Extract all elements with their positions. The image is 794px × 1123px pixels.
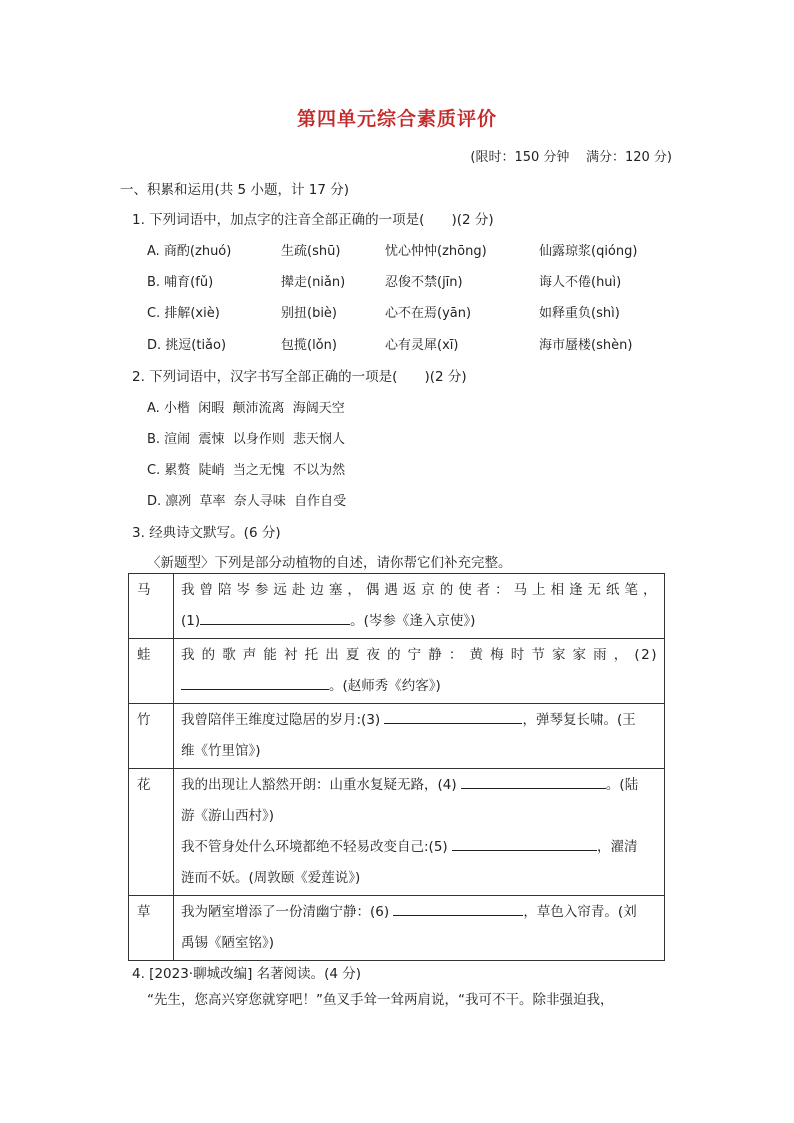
table-row [129, 639, 665, 704]
row-line: 。(赵师秀《约客》) [181, 671, 658, 702]
row-line: 我不管身处什么环境都绝不轻易改变自己:(5) ，濯清 [181, 832, 658, 863]
q1-a-2: 生疏(shū) [281, 244, 341, 259]
row-line: 我曾陪岑参远赴边塞，偶遇返京的使者：马上相逢无纸笔， [181, 582, 658, 598]
q2-option-d: D. 凛冽 草率 奈人寻味 自作自受 [147, 494, 347, 509]
row-key: 草 [129, 896, 174, 961]
answer-blank-4[interactable] [461, 773, 606, 789]
q1-d-1: D. 挑逗(tiǎo) [147, 338, 227, 353]
q2-option-c: C. 累赘 陡峭 当之无愧 不以为然 [147, 463, 346, 478]
answer-blank-6[interactable] [393, 900, 523, 916]
page-title: 第四单元综合素质评价 [296, 108, 497, 130]
row-line: 维《竹里馆》) [181, 743, 261, 759]
answer-blank-3[interactable] [384, 708, 522, 724]
q1-stem: 1. 下列词语中，加点字的注音全部正确的一项是( )(2 分) [132, 212, 494, 228]
poem-table [128, 573, 665, 961]
q4-stem: 4. [2023·聊城改编] 名著阅读。(4 分) [132, 966, 362, 982]
row-content [174, 704, 665, 769]
q2-option-a: A. 小楷 闲暇 颠沛流离 海阔天空 [147, 401, 345, 416]
row-line: (1) 。(岑参《逢入京使》) [181, 606, 658, 637]
row-line: 涟而不妖。(周敦颐《爱莲说》) [181, 870, 361, 886]
row-content [174, 574, 665, 639]
table-row [129, 574, 665, 639]
table-row [129, 769, 665, 896]
q1-b-3: 忍俊不禁(jīn) [385, 275, 463, 290]
q3-intro: 〈新题型〉下列是部分动植物的自述，请你帮它们补充完整。 [147, 555, 512, 571]
time-limit: (限时：150 分钟 [470, 150, 570, 165]
q1-c-1: C. 排解(xiè) [147, 306, 220, 321]
table-row [129, 896, 665, 961]
q1-d-4: 海市蜃楼(shèn) [539, 338, 633, 353]
q1-a-1: A. 商酌(zhuó) [147, 244, 232, 259]
q1-b-4: 诲人不倦(huì) [539, 275, 622, 290]
row-key: 花 [129, 769, 174, 896]
row-line: 游《游山西村》) [181, 808, 275, 824]
q2-option-b: B. 渲闹 震悚 以身作则 悲天悯人 [147, 432, 345, 447]
row-content [174, 639, 665, 704]
q2-stem: 2. 下列词语中，汉字书写全部正确的一项是( )(2 分) [132, 369, 467, 385]
exam-meta [470, 146, 672, 165]
row-key: 蛙 [129, 639, 174, 704]
row-line: 我曾陪伴王维度过隐居的岁月:(3) ，弹琴复长啸。(王 [181, 705, 658, 736]
q1-b-1: B. 哺育(fǔ) [147, 275, 214, 290]
q4-passage: “先生，您高兴穿您就穿吧！”鱼叉手耸一耸两肩说，“我可不干。除非强迫我， [147, 992, 614, 1008]
answer-blank-2[interactable] [181, 674, 329, 690]
q1-c-4: 如释重负(shì) [539, 306, 620, 321]
table-row [129, 704, 665, 769]
q1-b-2: 撵走(niǎn) [281, 275, 346, 290]
q1-d-2: 包揽(lǒn) [281, 338, 337, 353]
q3-stem: 3. 经典诗文默写。(6 分) [132, 525, 281, 541]
q1-d-3: 心有灵犀(xī) [385, 338, 459, 353]
q1-a-3: 忧心忡忡(zhōng) [385, 244, 487, 259]
q1-a-4: 仙露琼浆(qióng) [539, 244, 638, 259]
answer-blank-5[interactable] [452, 835, 597, 851]
row-content [174, 896, 665, 961]
answer-blank-1[interactable] [200, 609, 350, 625]
row-key: 马 [129, 574, 174, 639]
row-line: 禹锡《陋室铭》) [181, 935, 275, 951]
q1-c-2: 别扭(biè) [281, 306, 338, 321]
row-line: 我为陋室增添了一份清幽宁静：(6) ，草色入帘青。(刘 [181, 897, 658, 928]
section-heading: 一、积累和运用(共 5 小题，计 17 分) [120, 182, 349, 198]
row-line: 我的歌声能衬托出夏夜的宁静：黄梅时节家家雨，(2) [181, 647, 658, 663]
row-content [174, 769, 665, 896]
q1-c-3: 心不在焉(yān) [385, 306, 472, 321]
full-score: 满分：120 分) [585, 150, 672, 165]
row-line: 我的出现让人豁然开朗：山重水复疑无路，(4) 。(陆 [181, 770, 658, 801]
row-key: 竹 [129, 704, 174, 769]
